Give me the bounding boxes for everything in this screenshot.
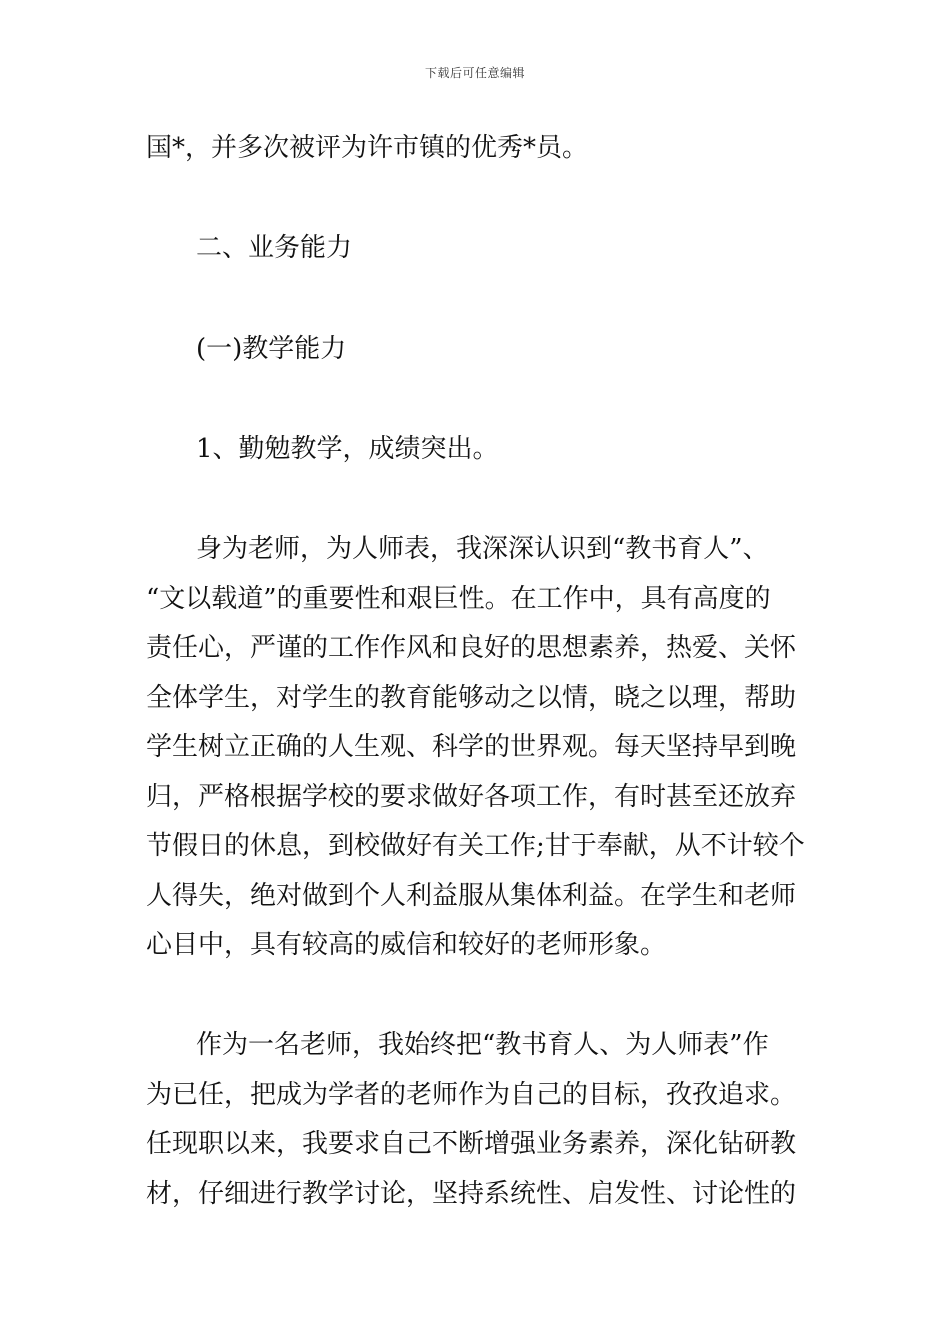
paragraph-line: 归，严格根据学校的要求做好各项工作，有时甚至还放弃 [146, 782, 797, 812]
paragraph-line: “文以载道”的重要性和艰巨性。在工作中，具有高度的 [146, 584, 771, 614]
paragraph-line: 全体学生，对学生的教育能够动之以情，晓之以理，帮助 [146, 683, 797, 713]
paragraph-line: 学生树立正确的人生观、科学的世界观。每天坚持早到晚 [146, 732, 797, 762]
section-heading: 二、业务能力 [196, 233, 353, 263]
paragraph-line: 作为一名老师，我始终把“教书育人、为人师表”作 [196, 1030, 769, 1060]
paragraph-line: 心目中，具有较高的威信和较好的老师形象。 [146, 930, 667, 960]
paragraph-line: 身为老师，为人师表，我深深认识到“教书育人”、 [196, 534, 769, 564]
text-line: 国*，并多次被评为许市镇的优秀*员。 [146, 133, 589, 163]
paragraph-line: 任现职以来，我要求自己不断增强业务素养，深化钻研教 [146, 1129, 797, 1159]
subsection-heading: (一)教学能力 [196, 334, 347, 364]
paragraph-line: 人得失，绝对做到个人利益服从集体利益。在学生和老师 [146, 881, 797, 911]
item-heading: 1、勤勉教学，成绩突出。 [196, 434, 499, 464]
paragraph-line: 为已任，把成为学者的老师作为自己的目标，孜孜追求。 [146, 1080, 797, 1110]
paragraph-line: 责任心，严谨的工作作风和良好的思想素养，热爱、关怀 [146, 633, 797, 663]
paragraph-line: 材，仔细进行教学讨论，坚持系统性、启发性、讨论性的 [146, 1179, 797, 1209]
paragraph-line: 节假日的休息，到校做好有关工作;甘于奉献，从不计较个 [146, 831, 805, 861]
page-header: 下载后可任意编辑 [424, 66, 525, 80]
